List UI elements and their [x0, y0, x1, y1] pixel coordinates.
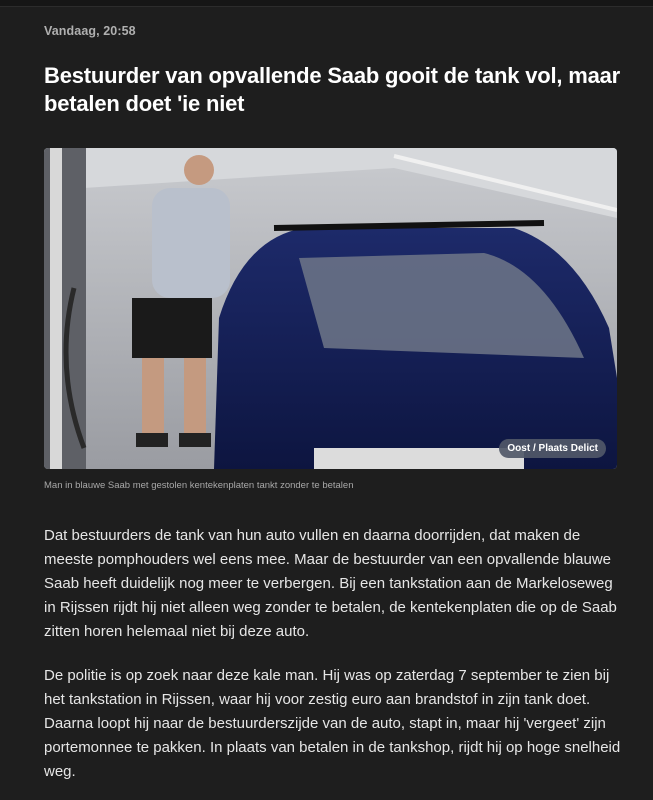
article-title: Bestuurder van opvallende Saab gooit de tank vol, maar betalen doet 'ie niet: [44, 63, 621, 116]
photo-caption: Man in blauwe Saab met gestolen kentekenplaten tankt zonder te betalen: [44, 480, 354, 491]
top-bar: [0, 0, 653, 7]
article-paragraph-2: De politie is op zoek naar deze kale man. Hij was op zaterdag 7 september te zien bij het tankstation in Rijssen, waar hij voor zestig euro aan brandstof in zijn tank doet. Daarna loopt hij naar de bestuurderszijde van de auto, stapt in, maar hij 'vergeet' zijn portemonnee te pakken. In plaats van betalen in de tankshop, rijdt hij op hoge snelheid weg.: [44, 667, 621, 780]
photo-illustration: [44, 148, 617, 469]
photo-credit-badge: Oost / Plaats Delict: [499, 439, 606, 458]
article-paragraph-1: Dat bestuurders de tank van hun auto vullen en daarna doorrijden, dat maken de meeste pomphouders wel eens mee. Maar de bestuurder van een opvallende blauwe Saab heeft duidelijk nog meer te verbergen. Bij een tankstation aan de Markeloseweg in Rijssen rijdt hij niet alleen weg zonder te betalen, de kentekenplaten die op de Saab zitten horen helemaal niet bij deze auto.: [44, 527, 617, 640]
article-timestamp: Vandaag, 20:58: [44, 24, 136, 38]
article-photo[interactable]: [44, 148, 617, 469]
